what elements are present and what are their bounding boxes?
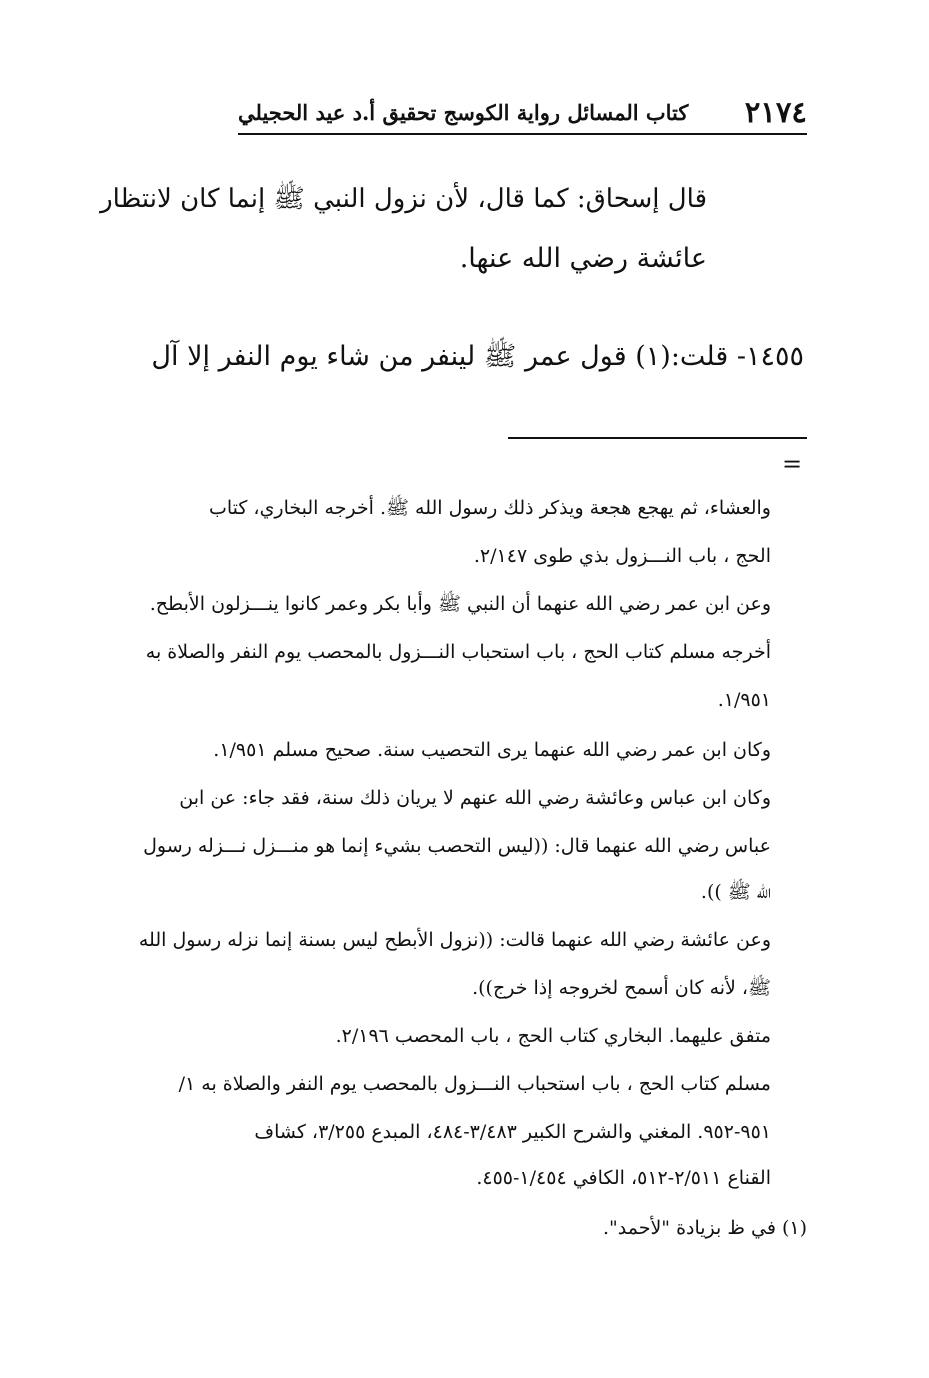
- running-title: كتاب المسائل رواية الكوسج تحقيق أ.د عيد الحجيلي: [238, 100, 689, 125]
- footnote-line-6: وكان ابن عمر رضي الله عنهما يرى التحصيب سنة. صحيح مسلم ١/٩٥١.: [213, 739, 771, 761]
- footnote-line-15: القناع ٢/٥١١-٥١٢، الكافي ١/٤٥٤-٤٥٥.: [476, 1167, 771, 1189]
- page-header: [238, 92, 807, 134]
- footnote-line-12: متفق عليهما. البخاري كتاب الحج ، باب المحصب ٢/١٩٦.: [335, 1025, 771, 1047]
- footnote-line-14: ٩٥١-٩٥٢. المغني والشرح الكبير ٣/٤٨٣-٤٨٤، المبدع ٣/٢٥٥، كشاف: [254, 1121, 771, 1143]
- footnote-line-1: والعشاء، ثم يهجع هجعة ويذكر ذلك رسول الله ﷺ. أخرجه البخاري، كتاب: [208, 497, 771, 519]
- body-line-2: عائشة رضي الله عنها.: [459, 243, 707, 274]
- footnote-line-7: وكان ابن عباس وعائشة رضي الله عنهم لا يريان ذلك سنة، فقد جاء: عن ابن: [179, 787, 771, 809]
- footnote-line-5: ١/٩٥١.: [717, 689, 771, 711]
- footnote-line-11: ﷺ، لأنه كان أسمح لخروجه إذا خرج)).: [472, 977, 771, 999]
- page-number: ٢١٧٤: [744, 95, 807, 129]
- footnote-line-4: أخرجه مسلم كتاب الحج ، باب استحباب النـــزول بالمحصب يوم النفر والصلاة به: [145, 641, 771, 663]
- footnote-line-9: الله ﷺ )).: [700, 881, 771, 903]
- footnote-line-3: وعن ابن عمر رضي الله عنهما أن النبي ﷺ وأبا بكر وعمر كانوا ينـــزلون الأبطح.: [149, 593, 771, 615]
- body-line-1: قال إسحاق: كما قال، لأن نزول النبي ﷺ إنما كان لانتظار: [100, 184, 707, 214]
- footnote-line-10: وعن عائشة رضي الله عنهما قالت: ((نزول الأبطح ليس بسنة إنما نزله رسول الله: [138, 929, 771, 951]
- footnote-line-13: مسلم كتاب الحج ، باب استحباب النـــزول بالمحصب يوم النفر والصلاة به ١/: [178, 1073, 771, 1095]
- footnote-line-8: عباس رضي الله عنهما قال: ((ليس التحصب بشيء إنما هو منـــزل نـــزله رسول: [143, 835, 771, 857]
- footnote-1: (١) في ظ بزيادة "لأحمد".: [602, 1217, 807, 1239]
- body-line-3: ١٤٥٥- قلت:(١) قول عمر ﷺ لينفر من شاء يوم النفر إلا آل: [151, 341, 804, 372]
- header-rule: [238, 133, 807, 135]
- footnote-line-2: الحج ، باب النـــزول بذي طوى ٢/١٤٧.: [473, 545, 771, 567]
- footnote-separator: [508, 437, 807, 439]
- continuation-marker: =: [782, 450, 803, 478]
